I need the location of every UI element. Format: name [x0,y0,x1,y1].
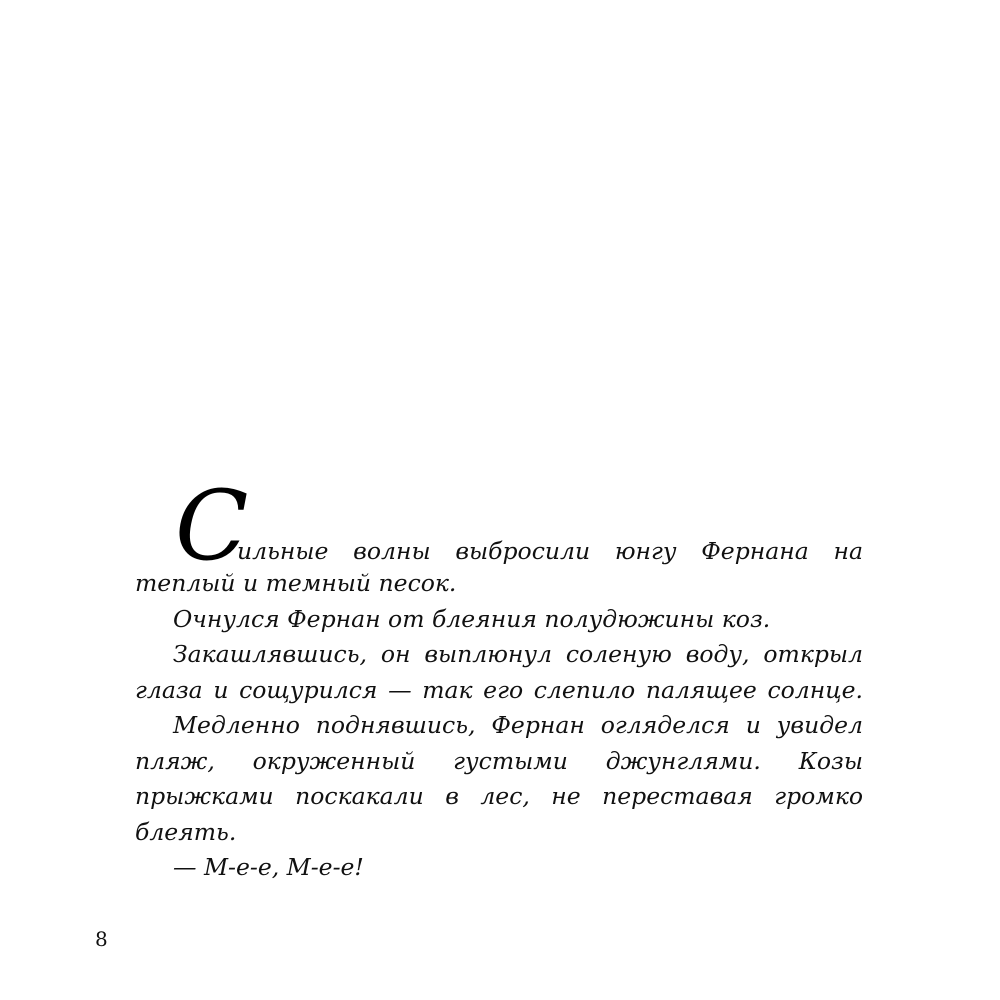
page-number: 8 [95,927,108,951]
text-line: ильные волны выбросили юнгу Фернана на [237,537,863,565]
story-text [135,470,863,886]
text-line: Закашлявшись, он выплюнул соленую воду, открыл [173,640,863,668]
text-line: глаза и сощурился — так его слепило палящее солнце. [135,675,863,704]
text-line: — М-е-е, М-е-е! [173,853,364,881]
text-line: блеять. [135,817,237,846]
text-line: Медленно поднявшись, Фернан огляделся и увидел [173,711,863,739]
text-line: Очнулся Фернан от блеяния полудюжины коз. [173,604,771,633]
text-line: пляж, окруженный густыми джунглями. Козы [135,746,863,775]
drop-cap: С [175,470,249,582]
text-line: прыжками поскакали в лес, не переставая громко [135,782,863,810]
text-line: теплый и темный песок. [135,569,457,597]
paragraph-1-first-line [135,470,863,582]
